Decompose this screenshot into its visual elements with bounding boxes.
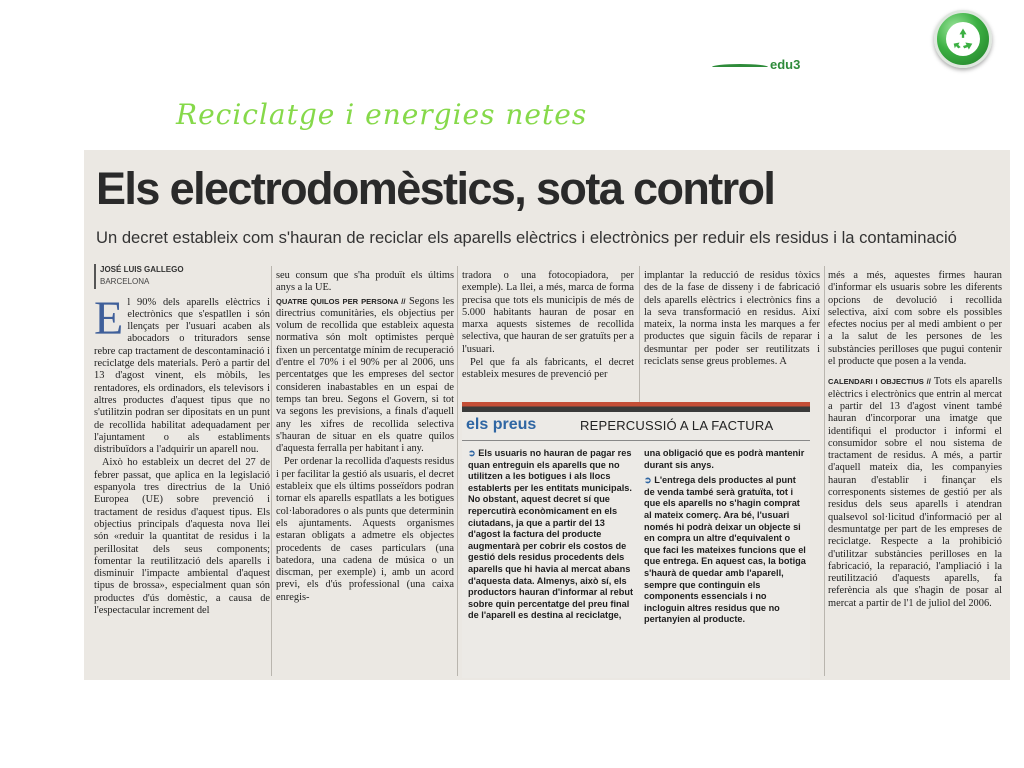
column-rule (271, 266, 272, 676)
article-column-3 (462, 270, 634, 383)
box-divider (462, 440, 810, 441)
column-rule (457, 266, 458, 676)
paragraph: implantar la reducció de residus tòxics des de la fase de disseny i de fabricació dels aparells elèctrics i electrònics fins a la seva transformació en residus. Així mateix, la norma insta les marques a fer productes que siguin fàcils de reparar i desmuntar per poder ser reutilitzats i reciclats sense greus problemes. A (644, 270, 820, 368)
lead-text: l 90% dels aparells elèctrics i electrònics que s'espatllen i són llençats per l'usuari acaben als abocadors o trituradors sense rebre cap tractament de descontaminació i reciclatge dels materials. Però a partir del 13 d'agost vinent, els mòbils, les rentadores, els ordinadors, els televisors i altres productes d'aquest tipus que no s'utilitzin podran ser dipositats en un punt de recollida habilitat adequadament per l'ajuntament o als establiments distribuïdors a l'adquirir un aparell nou. (94, 296, 270, 456)
paragraph (828, 376, 1002, 610)
article-headline: Els electrodomèstics, sota control (96, 163, 775, 214)
article-column-4 (644, 270, 820, 369)
paragraph: Això ho estableix un decret del 27 de febrer passat, que aplica en la legislació espanyola tres directrius de la Unió Europea (UE) sobre prevenció i tractament de residus d'aquest tipus. Els objectius principals d'aquesta nova llei són «reduir la quantitat de residus i la perillositat dels seus components; fomentar la reutilització dels aparells i disminuir l'impacte ambiental d'aquest tipus de brossa», especialment quan són productes d'ús domèstic, a causa de l'espectacular increment del (94, 457, 270, 617)
paragraph: més a més, aquestes firmes hauran d'informar els usuaris sobre les diferents opcions de devolució i recollida selectiva, així com sobre els possibles efectes nocius per al medi ambient o per a la salut de les persones de les substàncies perilloses que pugui contenir el producte que posen a la venda. (828, 270, 1002, 368)
byline (94, 264, 270, 289)
box-paragraph (468, 448, 636, 622)
box-column-left (468, 448, 636, 626)
logo-swoosh (712, 64, 768, 70)
article-column-2 (276, 270, 454, 605)
box-title: REPERCUSSIÓ A LA FACTURA (580, 418, 774, 433)
lead-paragraph (94, 291, 270, 457)
newspaper-clipping (84, 150, 1010, 680)
arrow-icon: ➲ (468, 448, 476, 458)
paragraph: Per ordenar la recollida d'aquests residus i per facilitar la gestió als usuaris, el decret estableix que els últims posseïdors podran tornar els aparells espatllats a les botigues col·laboradores o als punts que determinin els ajuntaments. Aquests organismes estaran obligats a admetre els objectes procedents de cases particulars (una batedora, una cadena de música o un discman, per exemple) i, amb un acord previ, els d'ús professional (una caixa enregis- (276, 456, 455, 603)
box-paragraph: una obligació que es podrà mantenir durant sis anys. (644, 448, 805, 470)
box-column-right (644, 448, 806, 630)
section-kicker: QUATRE QUILOS PER PERSONA // (276, 296, 406, 306)
price-info-box (462, 402, 810, 678)
site-logo (712, 58, 832, 72)
section-kicker: CALENDARI I OBJECTIUS // (828, 377, 931, 387)
recycle-badge[interactable] (934, 10, 992, 68)
paragraph: tradora o una fotocopiadora, per exemple). La llei, a més, marca de forma precisa que tots els municipis de més de 5.000 habitants hauran de posar en marxa aquests sistemes de recollida selectiva, que hauran de ser gratuïts per a l'usuari. (462, 270, 634, 355)
kicker-text: Segons les directrius comunitàries, els objectius per volum de recollida que estableix aquesta normativa són molt optimistes perquè fixen un percentatge mínim de recuperació d'entre el 70% i el 90% per al 2006, uns percentatges que les empreses del sector consideren inabastables en un espai de temps tan breu. Segons el Govern, si tot va segons les previsions, a finals d'aquell any les xifres de recollida selectiva s'hauran de situar en els quatre quilos d'aquesta ferralla per habitant i any. (276, 295, 455, 455)
byline-location: BARCELONA (100, 277, 150, 287)
byline-author: JOSÉ LUIS GALLEGO (100, 265, 184, 274)
handwritten-caption: Reciclatge i energies netes (176, 98, 588, 131)
arrow-icon: ➲ (644, 475, 652, 486)
box-text: Els usuaris no hauran de pagar res quan entreguin els aparells que no utilitzen a les botigues i als llocs establerts per les entitats municipals. No obstant, aquest decret sí que repercutirà econòmicament en els ciutadans, ja que a partir del 13 d'agost la factura del producte augmentarà per cobrir els costos de gestió dels residus procedents dels aparells que hi havia al mercat abans d'aquesta data. Almenys, això sí, els productors hauran d'informar al rebut sobre quin percentatge del preu final de l'aparell es destina al reciclatge, (468, 448, 634, 621)
box-tab-label: els preus (466, 416, 537, 433)
column-rule (824, 266, 825, 676)
paragraph: seu consum que s'ha produït els últims anys a la UE. (276, 270, 454, 294)
article-column-1 (94, 264, 270, 618)
article-column-5 (828, 270, 1002, 611)
drop-cap: E (94, 291, 124, 345)
paragraph (276, 296, 454, 456)
box-stripe (462, 402, 810, 412)
kicker-text: Tots els aparells elèctrics i electrònics que entrin al mercat a partir del 13 d'agost vinent també hauran d'incorporar una imatge que identifiqui el productor i informi el consumidor sobre el nou sistema de tractament de residus. A més, a partir d'aquell mateix dia, les companyies hauran d'establir i finançar els corresponents sistemes de gestió per als residus dels seus aparells i atendran qualsevol sol·licitud d'informació per al desmuntatge per part de les empreses de reciclatge. Respecte a la prohibició d'utilitzar substàncies perilloses en la fabricació, la reparació, l'ampliació i la reutilització d'aquests aparells, fa referència als que s'hagin de posar al mercat a partir de l'1 de juliol del 2006. (828, 376, 1002, 609)
box-paragraph (644, 475, 806, 626)
paragraph: Pel que fa als fabricants, el decret estableix mesures de prevenció per (462, 357, 634, 381)
recycle-icon (946, 22, 980, 56)
article-subheadline: Un decret estableix com s'hauran de reciclar els aparells elèctrics i electrònics per reduir els residus i la contaminació (96, 228, 957, 247)
box-text: L'entrega dels productes al punt de venda també serà gratuïta, tot i que els aparells no s'hagin comprat al mateix comerç. Ara bé, l'usuari només hi podrà deixar un objecte si en compra un altre d'equivalent o que faci les mateixes funcions que el que entrega. En aquest cas, la botiga s'haurà de quedar amb l'aparell, sempre que continguin els components essencials i no incloguin altres residus que no pertanyien al producte. (644, 475, 806, 625)
logo-text: edu3 (770, 58, 801, 72)
